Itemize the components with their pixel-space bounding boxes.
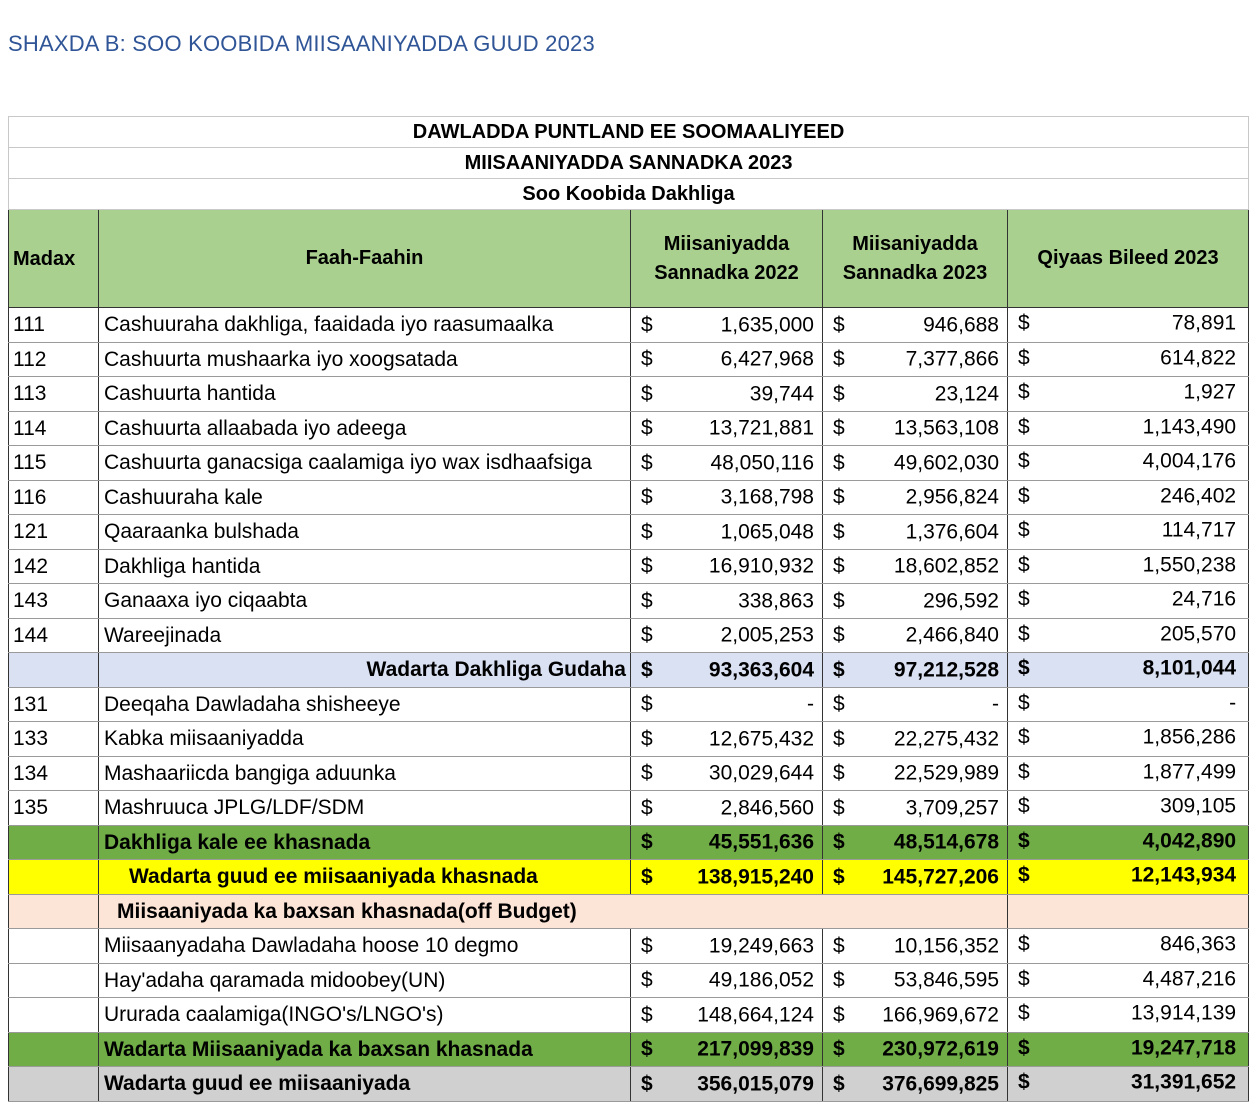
cell-monthly-estimate <box>1008 998 1249 1033</box>
col-header-budget-2023-line2: Sannadka 2023 <box>842 261 988 284</box>
cell-budget-2022 <box>631 377 823 412</box>
cell-code: 135 <box>9 791 99 826</box>
amount-value: 2,846,560 <box>720 796 814 820</box>
cell-code: 111 <box>9 308 99 343</box>
amount-value: 7,377,866 <box>905 347 999 371</box>
currency-symbol: $ <box>833 934 845 958</box>
cell-budget-2023 <box>823 825 1008 860</box>
currency-symbol: $ <box>833 1037 845 1061</box>
table-row <box>9 929 1249 964</box>
cell-budget-2022 <box>631 480 823 515</box>
cell-description: Miisaaniyada ka baxsan khasnada(off Budget) <box>99 894 1008 929</box>
cell-budget-2022 <box>631 825 823 860</box>
amount-value: 53,846,595 <box>893 968 999 992</box>
grand-total-row <box>9 1067 1249 1102</box>
cell-code: 143 <box>9 584 99 619</box>
currency-symbol: $ <box>1018 449 1030 473</box>
amount-value: 309,105 <box>1160 794 1237 818</box>
amount-value: 10,156,352 <box>893 934 999 958</box>
cell-budget-2023 <box>823 480 1008 515</box>
currency-symbol: $ <box>1018 656 1030 680</box>
amount-value: 19,247,718 <box>1130 1036 1237 1060</box>
cell-description: Cashuuraha dakhliga, faaidada iyo raasumaalka <box>99 308 631 343</box>
currency-symbol: $ <box>641 1072 653 1096</box>
currency-symbol: $ <box>1018 760 1030 784</box>
amount-value: 49,602,030 <box>893 451 999 475</box>
amount-value: 24,716 <box>1171 587 1237 611</box>
amount-value: 148,664,124 <box>697 1003 814 1027</box>
currency-symbol: $ <box>833 520 845 544</box>
table-subtitle: Soo Koobida Dakhliga <box>9 179 1249 210</box>
amount-value: 946,688 <box>923 313 999 337</box>
table-row <box>9 480 1249 515</box>
cell-description: Cashuurta hantida <box>99 377 631 412</box>
currency-symbol: $ <box>833 727 845 751</box>
cell-code <box>9 825 99 860</box>
currency-symbol: $ <box>833 451 845 475</box>
table-row <box>9 756 1249 791</box>
amount-value: 23,124 <box>934 382 999 406</box>
amount-value: 4,042,890 <box>1142 829 1237 853</box>
table-row <box>9 584 1249 619</box>
currency-symbol: $ <box>641 589 653 613</box>
budget-summary-table <box>8 116 1249 1102</box>
cell-description: Hay'adaha qaramada midoobey(UN) <box>99 963 631 998</box>
currency-symbol: $ <box>1018 1001 1030 1025</box>
cell-description: Cashuuraha kale <box>99 480 631 515</box>
amount-value: 205,570 <box>1160 622 1237 646</box>
section-header-row <box>9 894 1249 929</box>
amount-value: 1,143,490 <box>1142 415 1237 439</box>
amount-value: 356,015,079 <box>697 1072 814 1096</box>
amount-value: 846,363 <box>1160 932 1237 956</box>
currency-symbol: $ <box>833 485 845 509</box>
cell-code: 142 <box>9 549 99 584</box>
currency-symbol: $ <box>641 313 653 337</box>
amount-value: 3,709,257 <box>905 796 999 820</box>
cell-code <box>9 1032 99 1067</box>
cell-budget-2023 <box>823 687 1008 722</box>
cell-budget-2023 <box>823 549 1008 584</box>
currency-symbol: $ <box>833 1003 845 1027</box>
col-header-code: Madax <box>9 210 99 308</box>
currency-symbol: $ <box>641 416 653 440</box>
cell-description: Cashuurta mushaarka iyo xoogsatada <box>99 342 631 377</box>
col-header-monthly-estimate: Qiyaas Bileed 2023 <box>1008 210 1249 308</box>
amount-value: 1,856,286 <box>1142 725 1237 749</box>
currency-symbol: $ <box>833 589 845 613</box>
cell-code: 113 <box>9 377 99 412</box>
amount-value: 8,101,044 <box>1142 656 1237 680</box>
cell-code: 116 <box>9 480 99 515</box>
table-row <box>9 411 1249 446</box>
cell-code: 114 <box>9 411 99 446</box>
cell-monthly-estimate <box>1008 377 1249 412</box>
cell-budget-2023 <box>823 1032 1008 1067</box>
cell-monthly-estimate <box>1008 1032 1249 1067</box>
cell-budget-2023 <box>823 377 1008 412</box>
cell-description: Wadarta guud ee miisaaniyada khasnada <box>99 860 631 895</box>
amount-value: 18,602,852 <box>893 554 999 578</box>
currency-symbol: $ <box>1018 622 1030 646</box>
currency-symbol: $ <box>833 830 845 854</box>
col-header-budget-2023 <box>823 210 1008 308</box>
subtotal-row <box>9 825 1249 860</box>
cell-budget-2023 <box>823 584 1008 619</box>
cell-code <box>9 894 99 929</box>
amount-value: 97,212,528 <box>893 658 999 682</box>
currency-symbol: $ <box>641 692 653 716</box>
cell-budget-2022 <box>631 1032 823 1067</box>
currency-symbol: $ <box>1018 794 1030 818</box>
currency-symbol: $ <box>1018 863 1030 887</box>
cell-description: Wadarta Miisaaniyada ka baxsan khasnada <box>99 1032 631 1067</box>
amount-value: 338,863 <box>738 589 814 613</box>
amount-value: 3,168,798 <box>720 485 814 509</box>
currency-symbol: $ <box>1018 967 1030 991</box>
cell-monthly-estimate <box>1008 446 1249 481</box>
table-banner-row <box>9 148 1249 179</box>
amount-value: 114,717 <box>1161 518 1237 542</box>
amount-value: 19,249,663 <box>708 934 814 958</box>
amount-value: 614,822 <box>1160 346 1237 370</box>
currency-symbol: $ <box>641 761 653 785</box>
cell-monthly-estimate <box>1008 342 1249 377</box>
cell-description: Cashuurta allaabada iyo adeega <box>99 411 631 446</box>
cell-budget-2023 <box>823 515 1008 550</box>
cell-budget-2023 <box>823 929 1008 964</box>
cell-code: 144 <box>9 618 99 653</box>
currency-symbol: $ <box>1018 1036 1030 1060</box>
amount-value: - <box>1229 691 1237 715</box>
total-row <box>9 860 1249 895</box>
amount-value: 1,927 <box>1183 380 1237 404</box>
cell-monthly-estimate <box>1008 549 1249 584</box>
amount-value: 1,376,604 <box>905 520 999 544</box>
amount-value: 48,050,116 <box>710 451 814 475</box>
amount-value: 1,065,048 <box>720 520 814 544</box>
currency-symbol: $ <box>1018 484 1030 508</box>
currency-symbol: $ <box>833 796 845 820</box>
col-header-budget-2022 <box>631 210 823 308</box>
currency-symbol: $ <box>641 485 653 509</box>
cell-budget-2023 <box>823 1067 1008 1102</box>
currency-symbol: $ <box>641 934 653 958</box>
table-row <box>9 515 1249 550</box>
currency-symbol: $ <box>1018 1070 1030 1094</box>
amount-value: 2,466,840 <box>905 623 999 647</box>
amount-value: 22,529,989 <box>893 761 999 785</box>
cell-description: Dakhliga kale ee khasnada <box>99 825 631 860</box>
cell-budget-2022 <box>631 929 823 964</box>
amount-value: 166,969,672 <box>882 1003 999 1027</box>
amount-value: 296,592 <box>923 589 999 613</box>
cell-description: Kabka miisaaniyadda <box>99 722 631 757</box>
cell-monthly-estimate <box>1008 687 1249 722</box>
cell-code: 133 <box>9 722 99 757</box>
currency-symbol: $ <box>641 727 653 751</box>
cell-budget-2022 <box>631 515 823 550</box>
cell-budget-2022 <box>631 963 823 998</box>
cell-description: Wadarta guud ee miisaaniyada <box>99 1067 631 1102</box>
cell-budget-2022 <box>631 1067 823 1102</box>
table-banner-row <box>9 117 1249 148</box>
cell-monthly-estimate <box>1008 480 1249 515</box>
cell-code: 115 <box>9 446 99 481</box>
amount-value: 93,363,604 <box>708 658 814 682</box>
cell-code <box>9 860 99 895</box>
cell-budget-2022 <box>631 584 823 619</box>
cell-description: Ururada caalamiga(INGO's/LNGO's) <box>99 998 631 1033</box>
col-header-budget-2022-line2: Sannadka 2022 <box>654 261 799 284</box>
cell-budget-2022 <box>631 756 823 791</box>
cell-budget-2022 <box>631 791 823 826</box>
currency-symbol: $ <box>1018 587 1030 611</box>
cell-budget-2022 <box>631 618 823 653</box>
amount-value: 217,099,839 <box>697 1037 814 1061</box>
table-row <box>9 446 1249 481</box>
currency-symbol: $ <box>641 1037 653 1061</box>
col-header-description: Faah-Faahin <box>99 210 631 308</box>
amount-value: 6,427,968 <box>720 347 814 371</box>
table-row <box>9 549 1249 584</box>
government-title: DAWLADDA PUNTLAND EE SOOMAALIYEED <box>9 117 1249 148</box>
currency-symbol: $ <box>833 658 845 682</box>
cell-budget-2022 <box>631 687 823 722</box>
cell-code <box>9 998 99 1033</box>
amount-value: 12,143,934 <box>1130 863 1237 887</box>
cell-monthly-estimate <box>1008 584 1249 619</box>
amount-value: - <box>807 692 814 716</box>
amount-value: 1,877,499 <box>1142 760 1237 784</box>
cell-budget-2022 <box>631 342 823 377</box>
currency-symbol: $ <box>1018 932 1030 956</box>
amount-value: 1,635,000 <box>720 313 814 337</box>
currency-symbol: $ <box>1018 311 1030 335</box>
amount-value: 48,514,678 <box>893 830 999 854</box>
currency-symbol: $ <box>641 451 653 475</box>
cell-budget-2023 <box>823 860 1008 895</box>
cell-code <box>9 1067 99 1102</box>
cell-budget-2023 <box>823 998 1008 1033</box>
cell-budget-2023 <box>823 756 1008 791</box>
cell-budget-2022 <box>631 998 823 1033</box>
currency-symbol: $ <box>641 554 653 578</box>
cell-monthly-estimate <box>1008 411 1249 446</box>
currency-symbol: $ <box>641 865 653 889</box>
table-row <box>9 963 1249 998</box>
cell-description: Deeqaha Dawladaha shisheeye <box>99 687 631 722</box>
cell-description: Mashaariicda bangiga aduunka <box>99 756 631 791</box>
cell-budget-2023 <box>823 342 1008 377</box>
table-row <box>9 722 1249 757</box>
cell-monthly-estimate <box>1008 308 1249 343</box>
cell-budget-2022 <box>631 308 823 343</box>
amount-value: 138,915,240 <box>697 865 814 889</box>
amount-value: 13,914,139 <box>1130 1001 1237 1025</box>
cell-budget-2022 <box>631 411 823 446</box>
cell-budget-2022 <box>631 446 823 481</box>
cell-code <box>9 653 99 688</box>
cell-code: 134 <box>9 756 99 791</box>
amount-value: 376,699,825 <box>882 1072 999 1096</box>
currency-symbol: $ <box>1018 346 1030 370</box>
currency-symbol: $ <box>833 1072 845 1096</box>
table-row <box>9 377 1249 412</box>
amount-value: 30,029,644 <box>708 761 814 785</box>
currency-symbol: $ <box>833 692 845 716</box>
amount-value: 45,551,636 <box>708 830 814 854</box>
currency-symbol: $ <box>1018 829 1030 853</box>
page-title: SHAXDA B: SOO KOOBIDA MIISAANIYADDA GUUD 2023 <box>8 31 595 56</box>
currency-symbol: $ <box>641 623 653 647</box>
cell-monthly-estimate <box>1008 722 1249 757</box>
cell-monthly-estimate <box>1008 825 1249 860</box>
amount-value: 4,004,176 <box>1142 449 1237 473</box>
cell-budget-2023 <box>823 446 1008 481</box>
amount-value: 13,721,881 <box>708 416 814 440</box>
table-row <box>9 998 1249 1033</box>
cell-code <box>9 929 99 964</box>
amount-value: 39,744 <box>749 382 814 406</box>
col-header-budget-2023-line1: Miisaniyadda <box>852 232 978 255</box>
amount-value: 12,675,432 <box>708 727 814 751</box>
table-row <box>9 308 1249 343</box>
cell-monthly-estimate <box>1008 1067 1249 1102</box>
currency-symbol: $ <box>833 554 845 578</box>
cell-description: Wadarta Dakhliga Gudaha <box>99 653 631 688</box>
amount-value: 78,891 <box>1171 311 1237 335</box>
currency-symbol: $ <box>1018 725 1030 749</box>
currency-symbol: $ <box>833 968 845 992</box>
table-banner-row <box>9 179 1249 210</box>
currency-symbol: $ <box>641 796 653 820</box>
cell-budget-2022 <box>631 549 823 584</box>
cell-budget-2023 <box>823 791 1008 826</box>
amount-value: 4,487,216 <box>1142 967 1237 991</box>
amount-value: 31,391,652 <box>1130 1070 1237 1094</box>
amount-value: 230,972,619 <box>882 1037 999 1061</box>
currency-symbol: $ <box>833 347 845 371</box>
table-row <box>9 618 1249 653</box>
cell-budget-2022 <box>631 860 823 895</box>
cell-budget-2023 <box>823 963 1008 998</box>
amount-value: 13,563,108 <box>893 416 999 440</box>
cell-code: 131 <box>9 687 99 722</box>
cell-code: 121 <box>9 515 99 550</box>
currency-symbol: $ <box>641 1003 653 1027</box>
cell-budget-2022 <box>631 653 823 688</box>
currency-symbol: $ <box>833 313 845 337</box>
cell-description: Miisaanyadaha Dawladaha hoose 10 degmo <box>99 929 631 964</box>
cell-monthly-estimate <box>1008 653 1249 688</box>
cell-description: Cashuurta ganacsiga caalamiga iyo wax isdhaafsiga <box>99 446 631 481</box>
cell-budget-2023 <box>823 411 1008 446</box>
currency-symbol: $ <box>833 382 845 406</box>
cell-budget-2022 <box>631 722 823 757</box>
amount-value: 1,550,238 <box>1142 553 1237 577</box>
budget-year-title: MIISAANIYADDA SANNADKA 2023 <box>9 148 1249 179</box>
currency-symbol: $ <box>641 347 653 371</box>
cell-budget-2023 <box>823 653 1008 688</box>
amount-value: - <box>992 692 999 716</box>
currency-symbol: $ <box>1018 415 1030 439</box>
amount-value: 145,727,206 <box>882 865 999 889</box>
currency-symbol: $ <box>833 761 845 785</box>
currency-symbol: $ <box>833 416 845 440</box>
cell-description: Dakhliga hantida <box>99 549 631 584</box>
currency-symbol: $ <box>1018 553 1030 577</box>
currency-symbol: $ <box>641 658 653 682</box>
amount-value: 246,402 <box>1160 484 1237 508</box>
cell-monthly-estimate <box>1008 860 1249 895</box>
table-row <box>9 342 1249 377</box>
currency-symbol: $ <box>641 968 653 992</box>
cell-monthly-estimate <box>1008 756 1249 791</box>
cell-budget-2023 <box>823 618 1008 653</box>
cell-description: Ganaaxa iyo ciqaabta <box>99 584 631 619</box>
column-header-row <box>9 210 1249 308</box>
cell-code: 112 <box>9 342 99 377</box>
currency-symbol: $ <box>1018 691 1030 715</box>
currency-symbol: $ <box>641 520 653 544</box>
amount-value: 2,005,253 <box>720 623 814 647</box>
cell-monthly-estimate <box>1008 894 1249 929</box>
cell-monthly-estimate <box>1008 515 1249 550</box>
cell-monthly-estimate <box>1008 963 1249 998</box>
cell-description: Qaaraanka bulshada <box>99 515 631 550</box>
cell-monthly-estimate <box>1008 929 1249 964</box>
table-row <box>9 791 1249 826</box>
subtotal-row <box>9 653 1249 688</box>
cell-description: Mashruuca JPLG/LDF/SDM <box>99 791 631 826</box>
table-row <box>9 687 1249 722</box>
currency-symbol: $ <box>833 623 845 647</box>
currency-symbol: $ <box>833 865 845 889</box>
col-header-budget-2022-line1: Miisaniyadda <box>663 232 790 255</box>
cell-monthly-estimate <box>1008 618 1249 653</box>
cell-monthly-estimate <box>1008 791 1249 826</box>
cell-budget-2023 <box>823 722 1008 757</box>
currency-symbol: $ <box>641 382 653 406</box>
cell-description: Wareejinada <box>99 618 631 653</box>
cell-code <box>9 963 99 998</box>
cell-budget-2023 <box>823 308 1008 343</box>
amount-value: 16,910,932 <box>708 554 814 578</box>
currency-symbol: $ <box>1018 518 1030 542</box>
amount-value: 22,275,432 <box>893 727 999 751</box>
currency-symbol: $ <box>1018 380 1030 404</box>
subtotal-row <box>9 1032 1249 1067</box>
currency-symbol: $ <box>641 830 653 854</box>
amount-value: 2,956,824 <box>905 485 999 509</box>
amount-value: 49,186,052 <box>708 968 814 992</box>
